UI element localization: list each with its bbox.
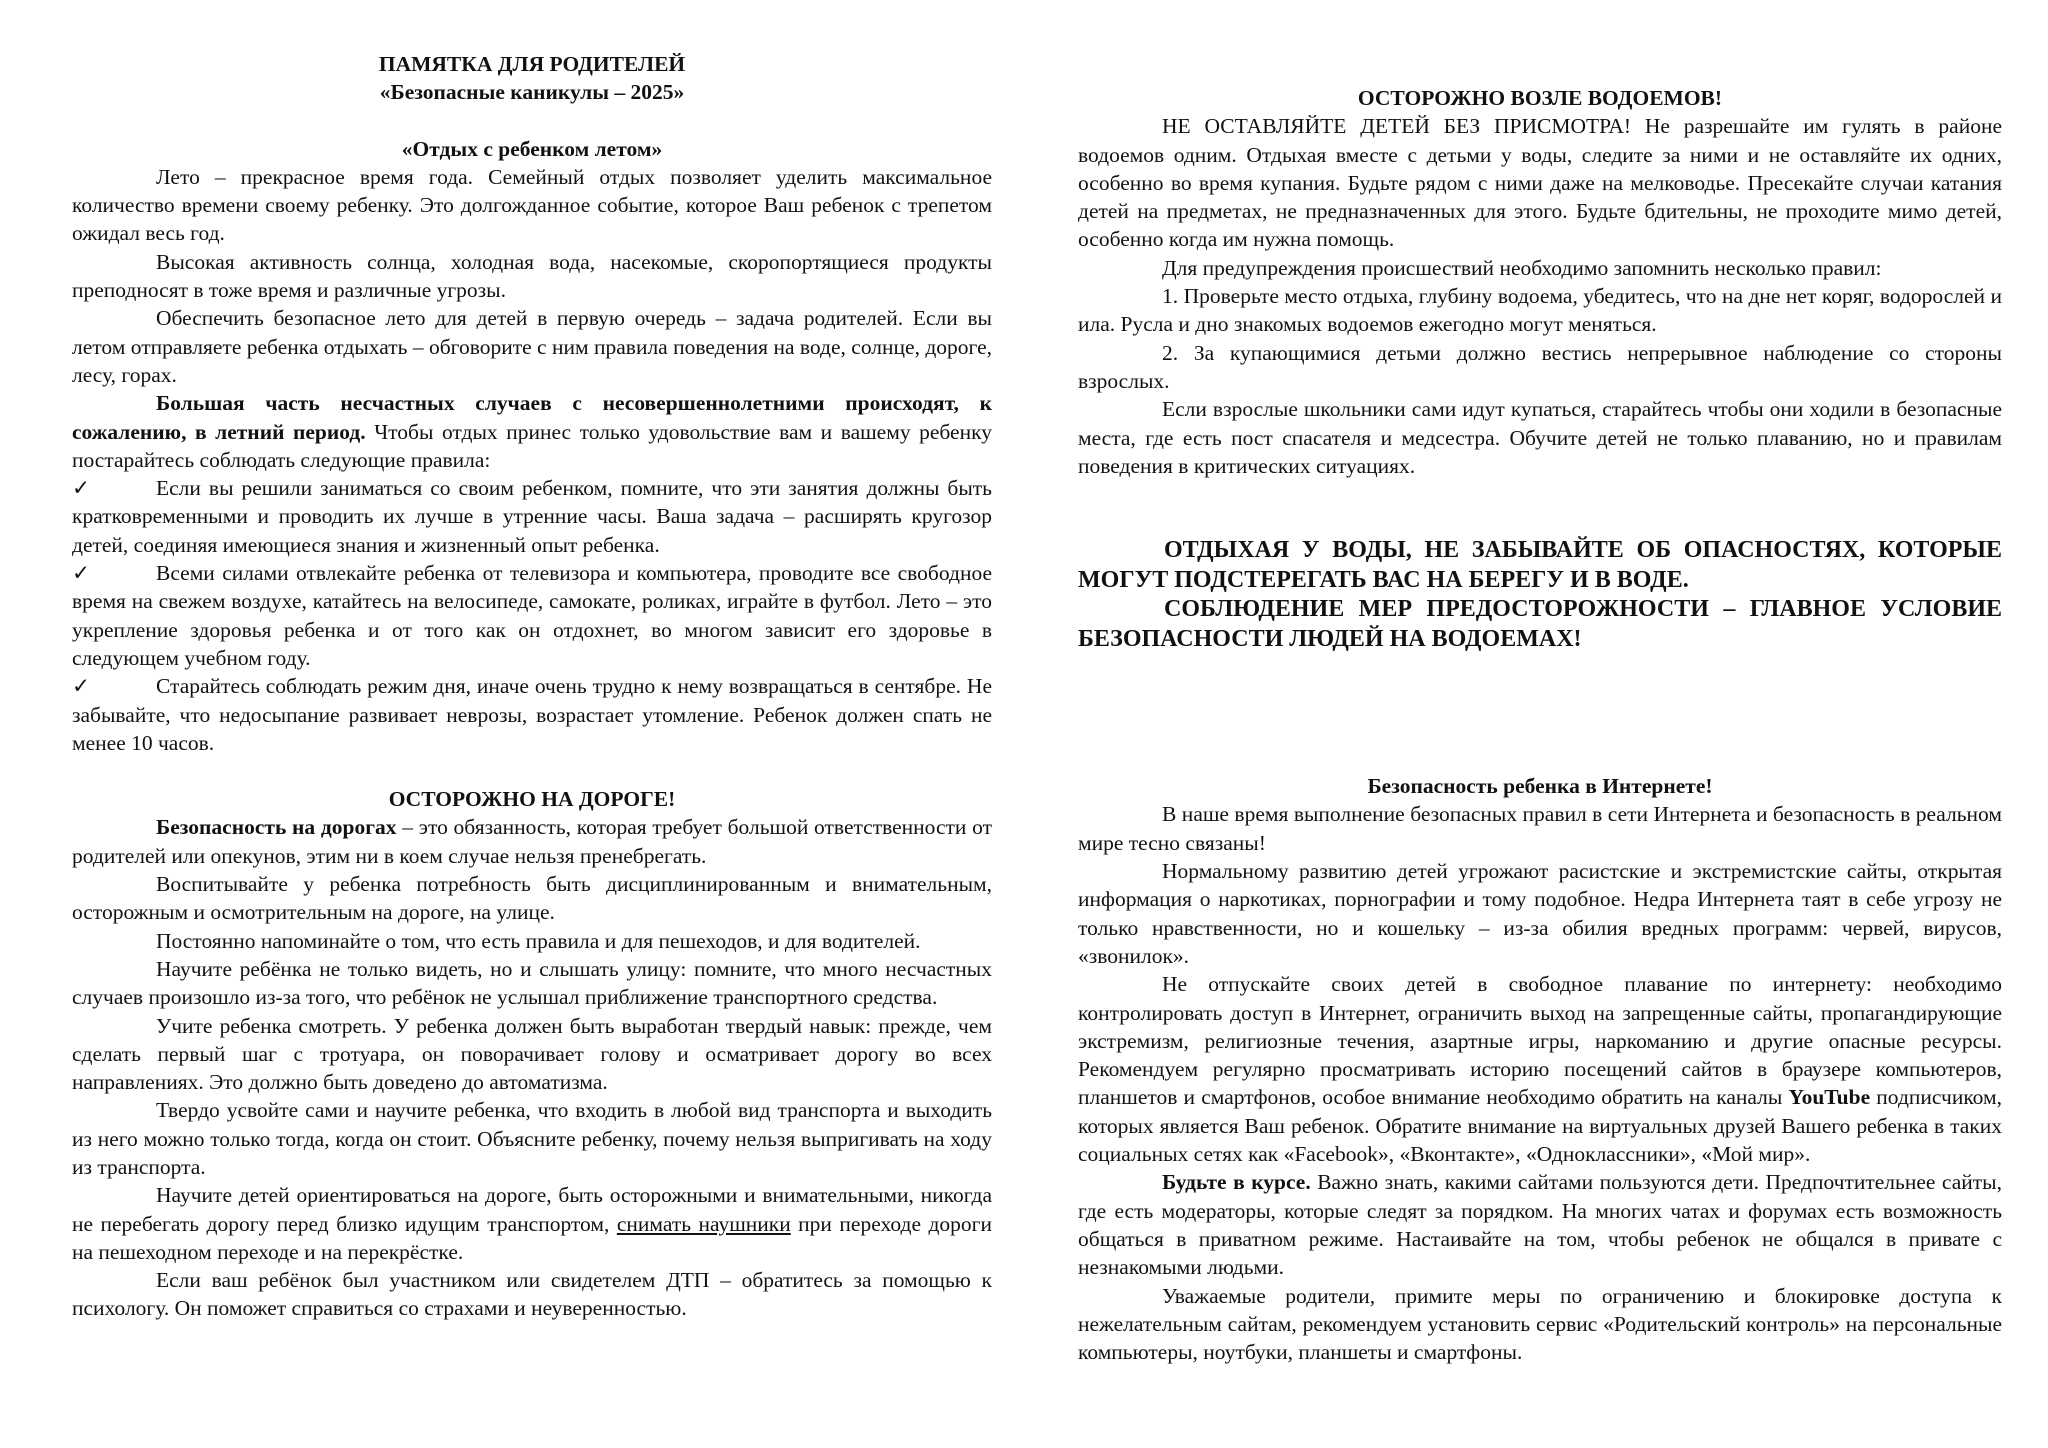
internet-paragraph-4 [1078,1168,2002,1281]
right-column [1078,0,2002,1366]
checklist-item-text: Всеми силами отвлекайте ребенка от телевизора и компьютера, проводите все свободное время на свежем воздухе, катайтесь на велосипеде, самокате, роликах, играйте в футбол. Лето – это укрепление здоровья ребенка и от того как он отдохнет, во многом зависит его здоровье в следующем учебном году. [72,561,992,670]
summer-paragraph-4-rest: Чтобы отдых принес только удовольствие вам и вашему ребенку постарайтесь соблюдать следующие правила: [72,419,992,472]
checklist-item [72,474,992,559]
summer-paragraph-4 [72,389,992,474]
water-rule-1: 1. Проверьте место отдыха, глубину водоема, убедитесь, что на дне нет коряг, водорослей и ила. Русла и дно знакомых водоемов ежегодно могут меняться. [1078,284,2002,337]
road-paragraph-2: Воспитывайте у ребенка потребность быть дисциплинированным и внимательным, осторожным и осмотрительным на дороге, на улице. [72,872,992,925]
left-column [72,0,992,1323]
road-paragraph-6: Твердо усвойте сами и научите ребенка, что входить в любой вид транспорта и выходить из него можно только тогда, когда он стоит. Объясните ребенку, почему нельзя выпригивать на ходу из транспорта. [72,1098,992,1179]
summer-paragraph-2: Высокая активность солнца, холодная вода, насекомые, скоропортящиеся продукты преподносят в тоже время и различные угрозы. [72,249,992,303]
road-paragraph-1 [72,813,992,870]
checklist-item [72,672,992,757]
youtube-bold: YouTube [1788,1085,1871,1110]
summer-paragraph-3: Обеспечить безопасное лето для детей в первую очередь – задача родителей. Если вы летом отправляете ребенка отдыхать – обговорите с ним правила поведения на воде, солнце, дороге, лесу, горах. [72,306,992,387]
road-paragraph-1-bold: Безопасность на дорогах [156,815,397,840]
road-paragraph-3: Постоянно напоминайте о том, что есть правила и для пешеходов, и для водителей. [156,928,921,953]
internet-paragraph-3-end: подписчиком, которых является Ваш ребенок. Обратите внимание на виртуальных друзей Вашего ребенка в таких социальных сетях как «Facebook», «Вконтакте», «Одноклассники», «Мой мир». [1078,1085,2002,1167]
document-subtitle: «Безопасные каникулы – 2025» [379,80,685,105]
checklist-item-text: Старайтесь соблюдать режим дня, иначе очень трудно к нему возвращаться в сентябре. Не забывайте, что недосыпание развивает неврозы, возрастает утомление. Ребенок должен спать не менее 10 часов. [72,674,992,755]
road-paragraph-7-end: при переходе дороги на пешеходном переходе и на перекрёстке. [72,1211,992,1264]
water-paragraph-2: Для предупреждения происшествий необходимо запомнить несколько правил: [1162,255,1882,280]
internet-paragraph-3 [1078,970,2002,1168]
water-rule-2: 2. За купающимися детьми должно вестись непрерывное наблюдение со стороны взрослых. [1078,340,2002,393]
water-heading: ОСТОРОЖНО ВОЗЛЕ ВОДОЕМОВ! [1357,86,1723,110]
internet-paragraph-2: Нормальному развитию детей угрожают расистские и экстремистские сайты, открытая информация о наркотиках, порнографии и тому подобное. Недра Интернета таят в себе угрозу не только нравственности, но и кошельку – из-за обилия вредных программ: червей, вирусов, «звонилок». [1078,859,2002,968]
checklist-item [72,559,992,672]
checkmark-icon: ✓ [72,476,91,501]
checkmark-icon: ✓ [72,674,91,699]
internet-paragraph-3-start: Не отпускайте своих детей в свободное плавание по интернету: необходимо контролировать доступ в Интернет, ограничить выход на запрещенные сайты, пропагандирующие экстремизм, религиозные течения, азартные игры, наркоманию и другие опасные ресурсы. Рекомендуем регулярно просматривать историю посещений сайтов в браузере компьютеров, планшетов и смартфонов, особое внимание необходимо обратить на каналы [1078,972,2002,1110]
summer-paragraph-4-bold: Большая часть несчастных случаев с несовершеннолетними происходят, к сожалению, в летний период. [72,391,992,444]
road-paragraph-4: Научите ребёнка не только видеть, но и слышать улицу: помните, что много несчастных случаев произошло из-за того, что ребёнок не услышал приближение транспортного средства. [72,956,992,1010]
internet-paragraph-4-rest: Важно знать, какими сайтами пользуются дети. Предпочтительнее сайты, где есть модераторы, которые следят за порядком. На многих чатах и форумах есть возможность общаться в приватном режиме. Настаивайте на том, чтобы ребенок не общался в привате с незнакомыми людьми. [1078,1170,2002,1280]
checkmark-icon: ✓ [72,561,91,586]
internet-paragraph-4-bold: Будьте в курсе. [1162,1170,1311,1195]
summer-paragraph-1: Лето – прекрасное время года. Семейный отдых позволяет уделить максимальное количество времени своему ребенку. Это долгожданное событие, которое Ваш ребенок с трепетом ожидал весь год. [72,164,992,246]
checklist-item-text: Если вы решили заниматься со своим ребенком, помните, что эти занятия должны быть кратковременными и проводить их лучше в утренние часы. Ваша задача – расширять кругозор детей, соединяя имеющиеся знания и жизненный опыт ребенка. [72,476,992,557]
internet-heading: Безопасность ребенка в Интернете! [1367,774,1713,799]
road-paragraph-8: Если ваш ребёнок был участником или свидетелем ДТП – обратитесь за помощью к психологу. Он поможет справиться со страхами и неуверенностью. [72,1268,992,1321]
road-paragraph-5: Учите ребенка смотреть. У ребенка должен быть выработан твердый навык: прежде, чем сделать первый шаг с тротуара, он поворачивает голову и осматривает дорогу во всех направлениях. Это должно быть доведено до автоматизма. [72,1013,992,1095]
internet-paragraph-5: Уважаемые родители, примите меры по ограничению и блокировке доступа к нежелательным сайтам, рекомендуем установить сервис «Родительский контроль» на персональные компьютеры, ноутбуки, планшеты и смартфоны. [1078,1283,2002,1365]
underlined-phrase: снимать наушники [616,1211,791,1236]
water-paragraph-3: Если взрослые школьники сами идут купаться, старайтесь чтобы они ходили в безопасные места, где есть пост спасателя и медсестра. Обучите детей не только плаванию, но и правилам поведения в критических ситуациях. [1078,397,2002,478]
road-paragraph-7-start: Научите детей ориентироваться на дороге, быть осторожными и внимательными, никогда не перебегать дорогу перед близко идущим транспортом, [72,1183,992,1236]
road-paragraph-7 [72,1181,992,1266]
water-warning-2: СОБЛЮДЕНИЕ МЕР ПРЕДОСТОРОЖНОСТИ – ГЛАВНОЕ УСЛОВИЕ БЕЗОПАСНОСТИ ЛЮДЕЙ НА ВОДОЕМАХ! [1078,596,2002,652]
internet-paragraph-1: В наше время выполнение безопасных правил в сети Интернета и безопасность в реальном мире тесно связаны! [1078,802,2002,855]
water-warning-1: ОТДЫХАЯ У ВОДЫ, НЕ ЗАБЫВАЙТЕ ОБ ОПАСНОСТЯХ, КОТОРЫЕ МОГУТ ПОДСТЕРЕГАТЬ ВАС НА БЕРЕГУ И В ВОДЕ. [1078,537,2002,593]
road-paragraph-1-rest: – это обязанность, которая требует большой ответственности от родителей или опекунов, этим ни в коем случае нельзя пренебрегать. [72,815,992,868]
summer-heading: «Отдых с ребенком летом» [401,136,663,161]
document-title: ПАМЯТКА ДЛЯ РОДИТЕЛЕЙ [378,52,686,76]
road-heading: ОСТОРОЖНО НА ДОРОГЕ! [388,787,676,812]
water-paragraph-1: НЕ ОСТАВЛЯЙТЕ ДЕТЕЙ БЕЗ ПРИСМОТРА! Не разрешайте им гулять в районе водоемов одним. Отдыхая вместе с детьми у воды, следите за ними и не оставляйте их одних, особенно во время купания. Будьте рядом с ними даже на мелководье. Пресекайте случаи катания детей на предметах, не предназначенных для этого. Будьте бдительны, не проходите мимо детей, особенно когда им нужна помощь. [1078,114,2002,252]
